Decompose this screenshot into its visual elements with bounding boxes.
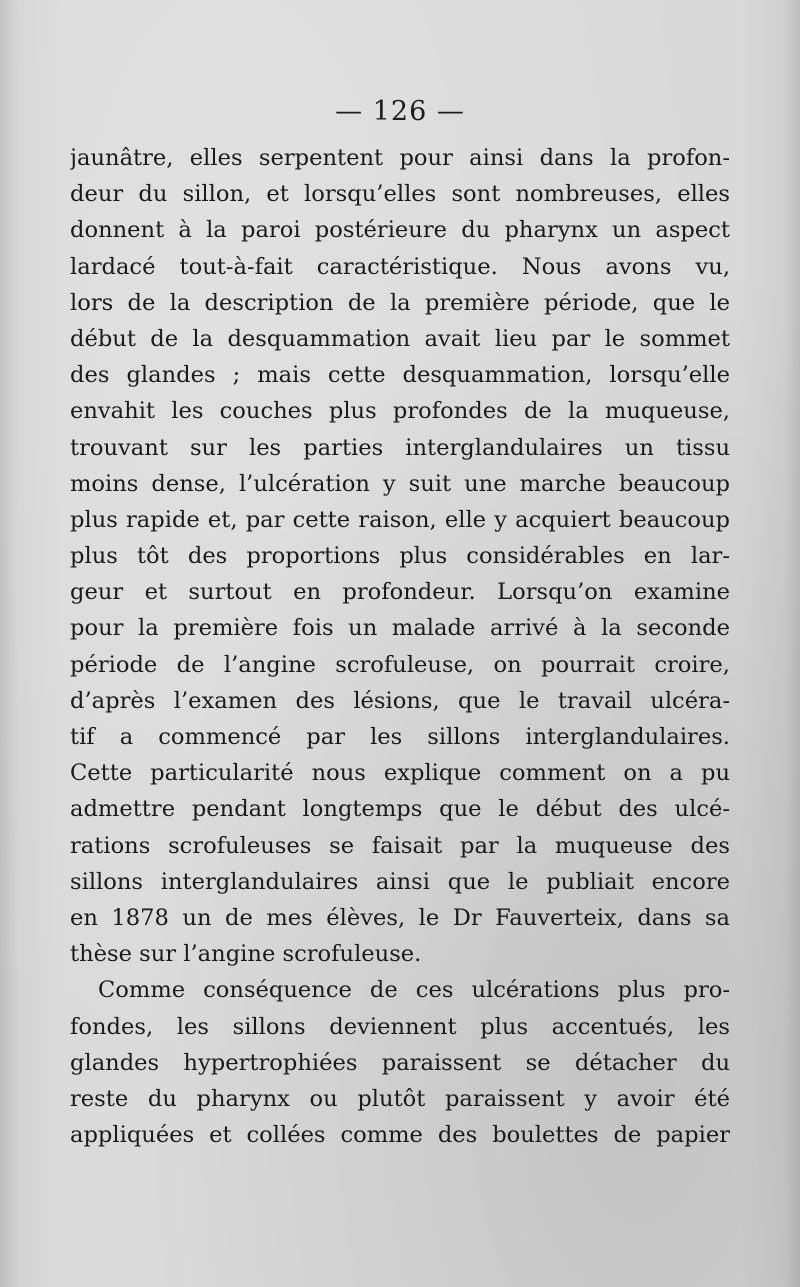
text-line: Cette particularité nous explique comment on a pu [70,760,730,787]
text-line: d’après l’examen des lésions, que le travail ulcéra- [70,687,730,714]
text-line: pour la première fois un malade arrivé à la seconde [70,615,730,642]
text-line: en 1878 un de mes élèves, le Dr Fauverteix, dans sa [70,904,730,931]
text-line: des glandes ; mais cette desquammation, lorsqu’elle [70,362,730,389]
text-line: envahit les couches plus profondes de la muqueuse, [70,398,730,425]
text-line: reste du pharynx ou plutôt paraissent y avoir été [70,1085,730,1112]
text-line: tif a commencé par les sillons interglandulaires. [70,724,730,750]
page-number: — 126 — [335,96,465,127]
text-line: trouvant sur les parties interglandulaires un tissu [70,434,730,461]
text-line: admettre pendant longtemps que le début des ulcé- [70,796,730,823]
text-line: sillons interglandulaires ainsi que le publiait encore [70,868,730,895]
text-line: deur du sillon, et lorsqu’elles sont nombreuses, elles [70,181,730,208]
text-line: lardacé tout-à-fait caractéristique. Nous avons vu, [70,253,730,280]
text-line: glandes hypertrophiées paraissent se détacher du [70,1049,730,1076]
text-line: plus tôt des proportions plus considérables en lar- [70,543,730,570]
text-line: période de l’angine scrofuleuse, on pourrait croire, [70,651,730,678]
text-line: thèse sur l’angine scrofuleuse. [70,941,422,968]
text-line: moins dense, l’ulcération y suit une marche beaucoup [70,470,730,497]
text-line: Comme conséquence de ces ulcérations plus pro- [98,977,730,1004]
text-line: appliquées et collées comme des boulettes de papier [70,1122,730,1149]
text-line: geur et surtout en profondeur. Lorsqu’on examine [70,579,730,606]
text-line: donnent à la paroi postérieure du pharynx un aspect [70,217,730,244]
text-line: fondes, les sillons deviennent plus accentués, les [70,1013,730,1040]
text-line: rations scrofuleuses se faisait par la muqueuse des [70,832,730,859]
text-line: jaunâtre, elles serpentent pour ainsi dans la profon- [70,145,730,171]
text-line: début de la desquammation avait lieu par le sommet [70,325,730,352]
text-line: lors de la description de la première période, que le [70,289,730,316]
body-text [70,140,730,1153]
text-line: plus rapide et, par cette raison, elle y acquiert beaucoup [70,506,730,533]
